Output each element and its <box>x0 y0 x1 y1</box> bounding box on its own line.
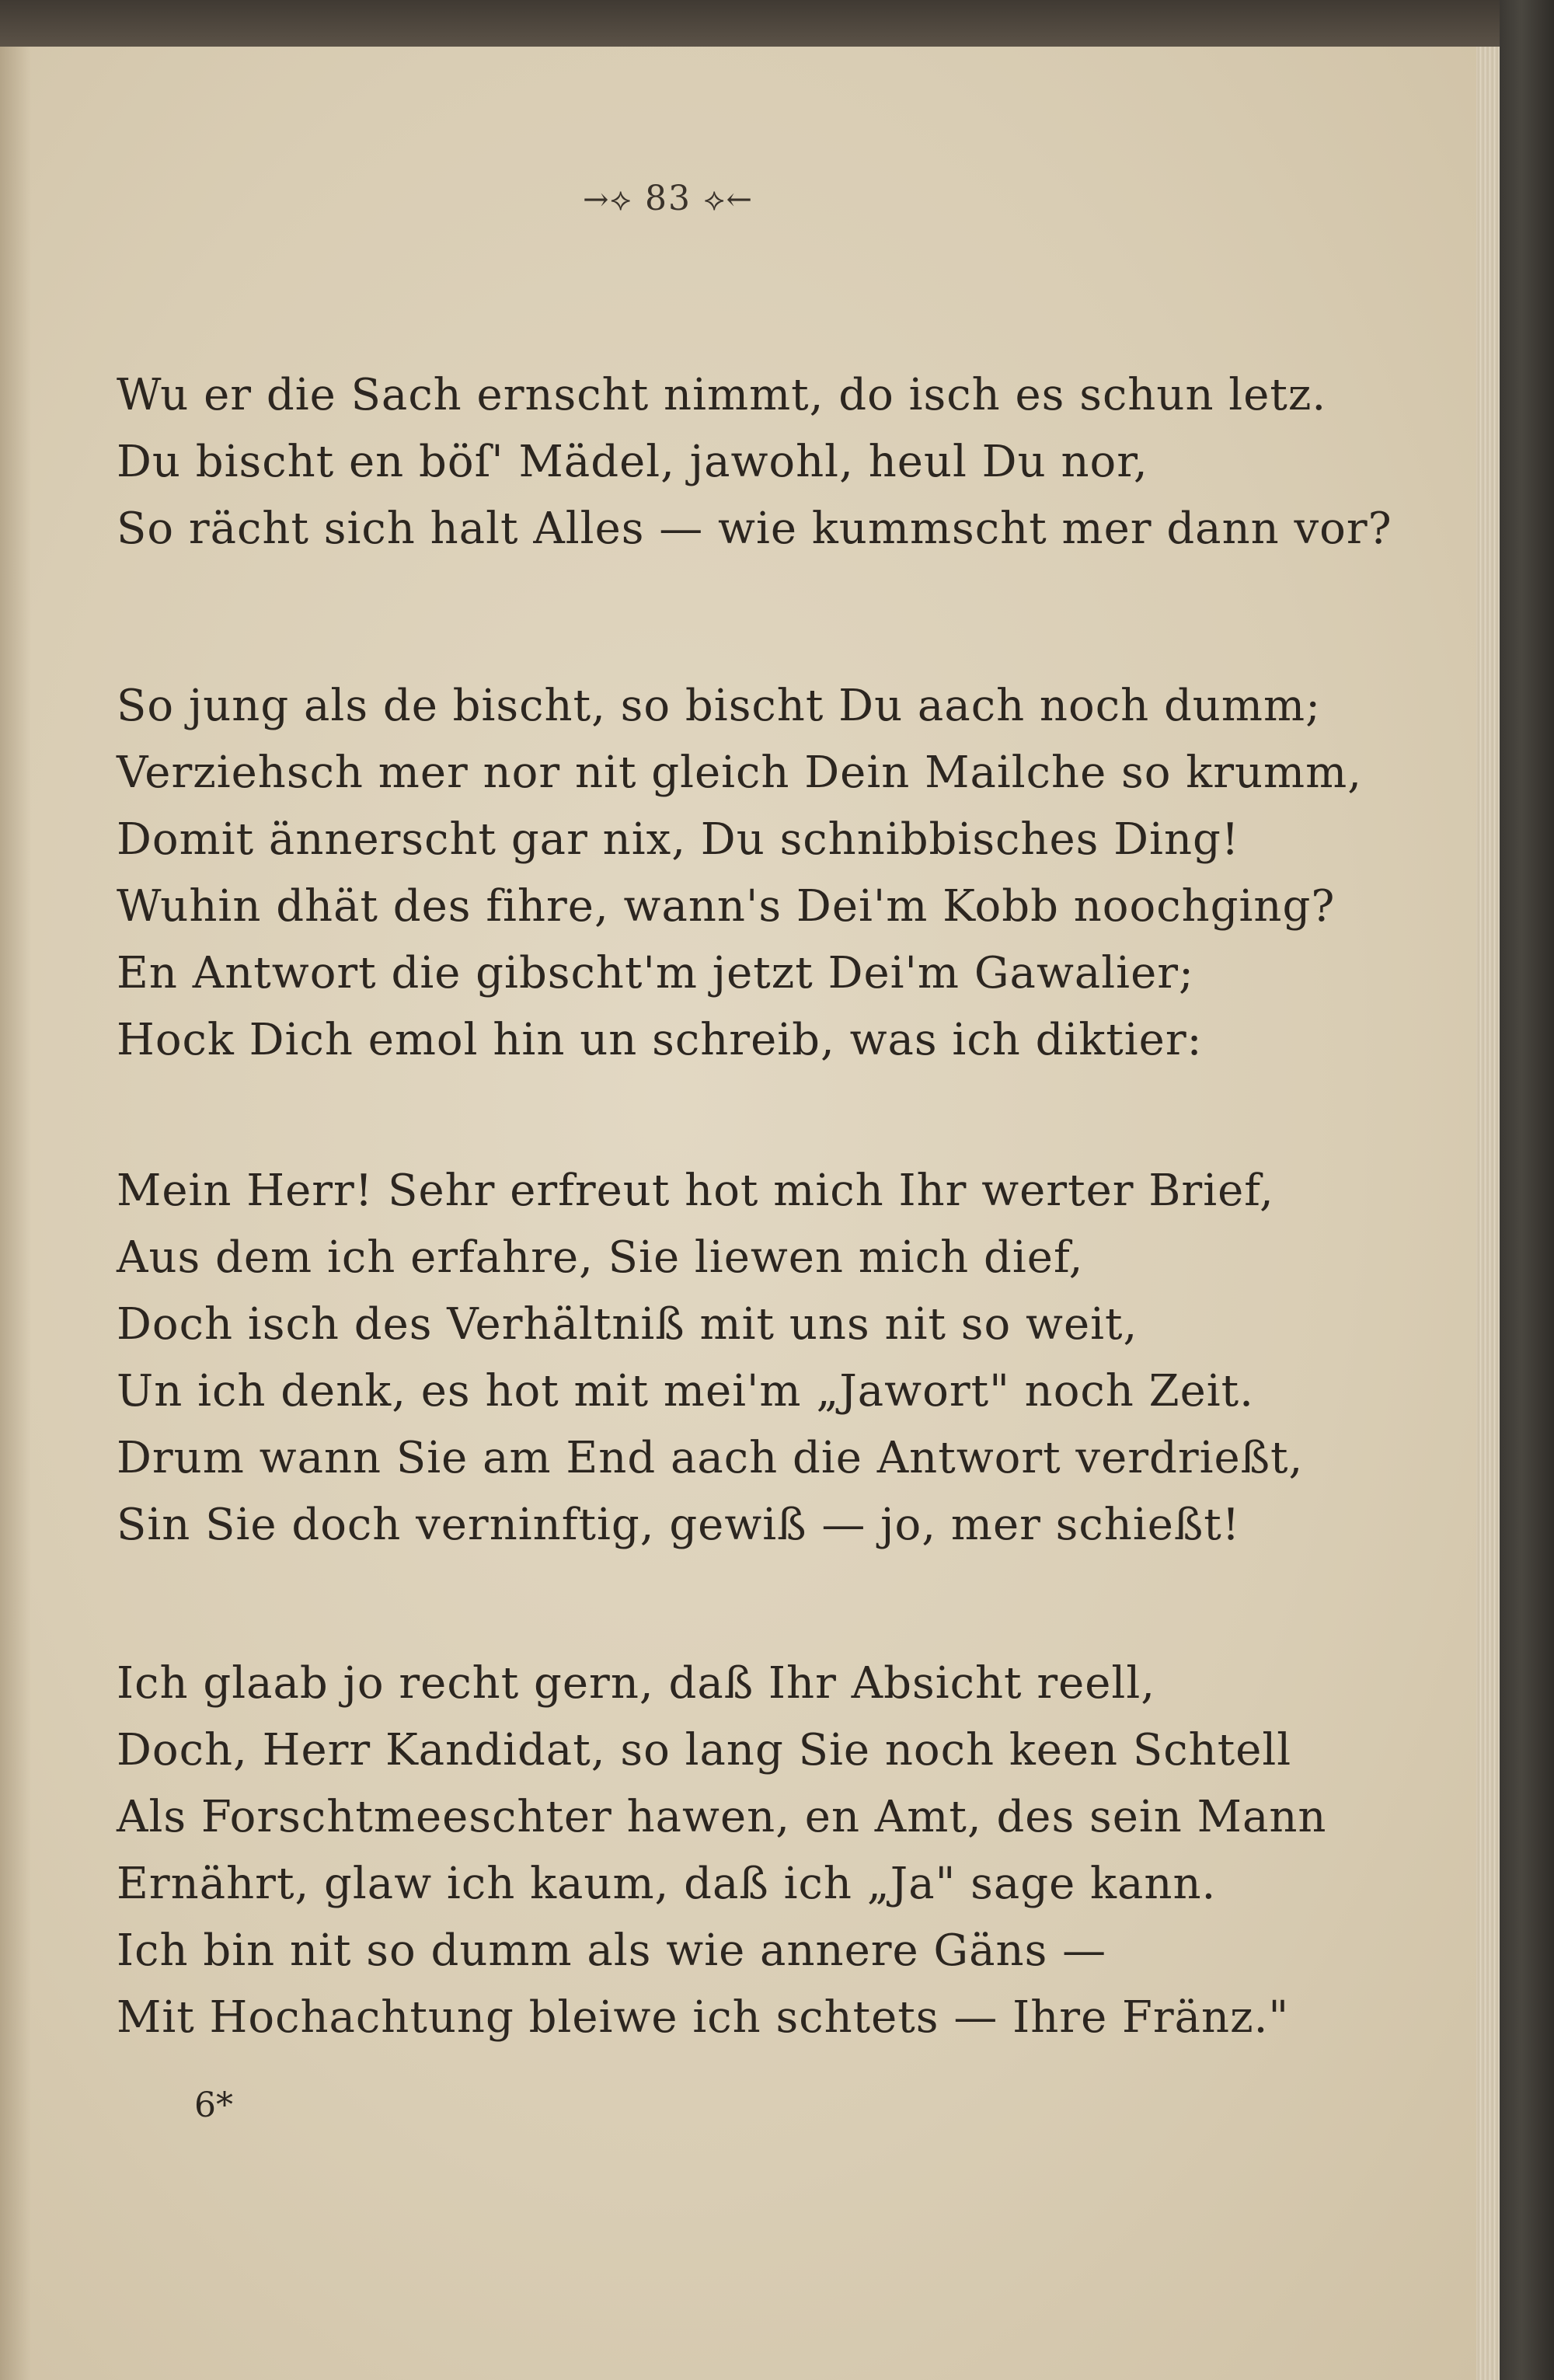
verse-line: Domit ännerscht gar nix, Du schnibbisches Ding! <box>117 814 1240 865</box>
verse-line: Verziehsch mer nor nit gleich Dein Mailche so krumm, <box>117 747 1363 798</box>
verse-line: Als Forschtmeeschter hawen, en Amt, des sein Mann <box>117 1792 1327 1842</box>
page-number: 83 <box>645 179 692 218</box>
verse-line: So rächt sich halt Alles — wie kummscht mer dann vor? <box>117 504 1392 554</box>
ornament-left-icon: →⟡ <box>583 182 632 218</box>
stanza-2 <box>117 673 1363 1074</box>
verse-line: Wuhin dhät des fihre, wann's Dei'm Kobb noochging? <box>117 881 1336 932</box>
ornament-right-icon: ⟡← <box>704 182 754 218</box>
book-top-edge <box>0 0 1554 47</box>
page-stack-edge <box>1476 47 1500 2380</box>
verse-line: Drum wann Sie am End aach die Antwort verdrießt, <box>117 1433 1304 1483</box>
verse-line: Sin Sie doch verninftig, gewiß — jo, mer schießt! <box>117 1500 1241 1550</box>
stanza-3 <box>117 1158 1304 1559</box>
verse-line: En Antwort die gibscht'm jetzt Dei'm Gawalier; <box>117 948 1194 998</box>
verse-line: Hock Dich emol hin un schreib, was ich diktier: <box>117 1015 1203 1065</box>
verse-line: Doch, Herr Kandidat, so lang Sie noch keen Schtell <box>117 1725 1292 1775</box>
verse-line: Ich glaab jo recht gern, daß Ihr Absicht reell, <box>117 1658 1156 1709</box>
verse-line: Wu er die Sach ernscht nimmt, do isch es schun letz. <box>117 370 1327 420</box>
verse-line: Aus dem ich erfahre, Sie liewen mich dief, <box>117 1232 1084 1283</box>
verse-line: Du bischt en böſ' Mädel, jawohl, heul Du nor, <box>117 437 1148 487</box>
stanza-1 <box>117 362 1392 563</box>
gutter-shadow <box>0 47 31 2380</box>
stanza-4 <box>117 1650 1327 2051</box>
verse-line: Ernährt, glaw ich kaum, daß ich „Ja" sage kann. <box>117 1859 1217 1909</box>
verse-line: Un ich denk, es hot mit mei'm „Jawort" noch Zeit. <box>117 1366 1254 1417</box>
verse-line: Mit Hochachtung bleiwe ich schtets — Ihre Fränz." <box>117 1992 1290 2043</box>
verse-line: Mein Herr! Sehr erfreut hot mich Ihr werter Brief, <box>117 1166 1274 1216</box>
verse-line: So jung als de bischt, so bischt Du aach noch dumm; <box>117 681 1321 731</box>
page-header <box>567 179 769 218</box>
book-cover-edge <box>1500 0 1554 2380</box>
verse-line: Doch isch des Verhältniß mit uns nit so weit, <box>117 1299 1138 1350</box>
signature-mark: 6* <box>194 2086 233 2125</box>
verse-line: Ich bin nit so dumm als wie annere Gäns — <box>117 1925 1107 1976</box>
